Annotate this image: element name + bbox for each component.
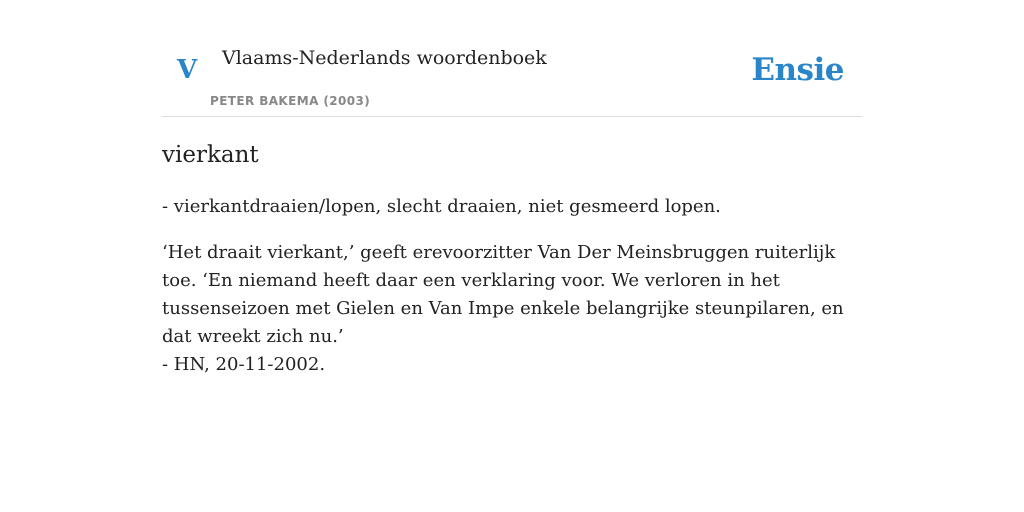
book-header bbox=[162, 0, 862, 117]
entry-definition: - vierkantdraaien/lopen, slecht draaien, niet gesmeerd lopen. bbox=[162, 196, 721, 217]
book-title-link[interactable]: Vlaams-Nederlands woordenboek bbox=[222, 47, 547, 69]
ensie-logo-link[interactable]: Ensie bbox=[751, 52, 844, 88]
book-letter-icon[interactable]: V bbox=[177, 55, 198, 85]
entry-quote: ‘Het draait vierkant,’ geeft erevoorzitter Van Der Meinsbruggen ruiterlijk toe. ‘En niemand heeft daar een verklaring voor. We verloren in het tussenseizoen met Gielen en Van Impe enkele belangrijke steunpilaren, en dat wreekt zich nu.’ bbox=[162, 242, 844, 347]
page-container bbox=[162, 0, 862, 375]
entry-source: - HN, 20-11-2002. bbox=[162, 354, 326, 375]
book-author: PETER BAKEMA (2003) bbox=[210, 94, 371, 108]
entry-headword: vierkant bbox=[162, 142, 259, 168]
